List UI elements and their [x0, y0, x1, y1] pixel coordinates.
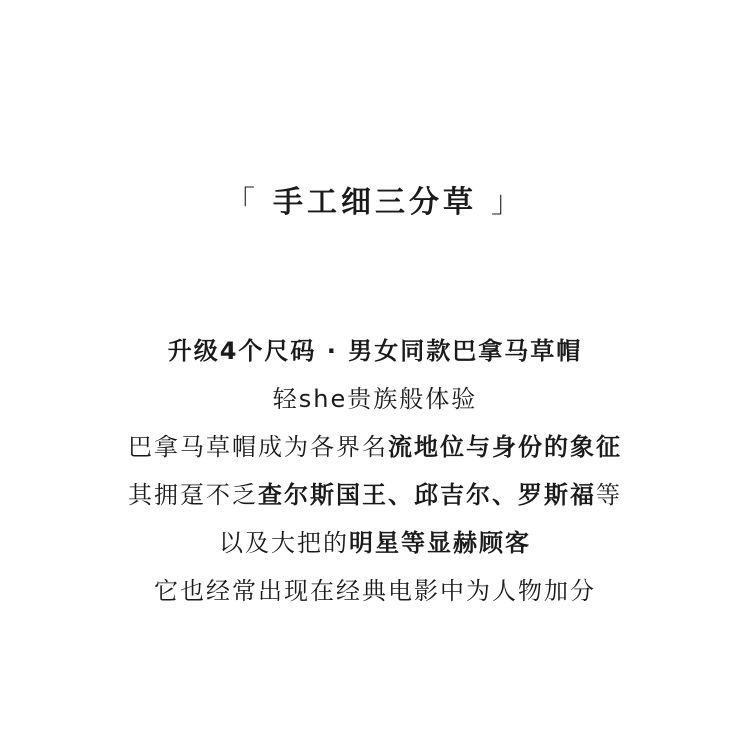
line-segment: 其拥趸不乏	[128, 481, 258, 509]
line-segment: 轻she贵族般体验	[272, 385, 478, 413]
description-line-2	[0, 375, 750, 423]
heading-close-bracket: 」	[491, 185, 525, 220]
description-line-1	[0, 327, 750, 375]
description-line-6	[0, 567, 750, 615]
line-segment: 升级4个尺码 · 男女同款巴拿马草帽	[167, 337, 583, 365]
line-segment: 它也经常出现在经典电影中为人物加分	[154, 577, 596, 605]
description-line-5	[0, 519, 750, 567]
heading-text: 手工细三分草	[273, 185, 477, 220]
line-segment-bold: 查尔斯国王、邱吉尔、罗斯福	[258, 481, 596, 509]
line-segment: 巴拿马草帽成为各界名	[128, 433, 388, 461]
heading	[0, 183, 750, 223]
line-segment: 等	[596, 481, 622, 509]
description-line-3	[0, 423, 750, 471]
line-segment-bold: 流地位与身份的象征	[388, 433, 622, 461]
description-line-4	[0, 471, 750, 519]
line-segment: 以及大把的	[219, 529, 349, 557]
line-segment-bold: 明星等显赫顾客	[349, 529, 531, 557]
heading-open-bracket: 「	[225, 185, 259, 220]
description-block	[0, 327, 750, 615]
